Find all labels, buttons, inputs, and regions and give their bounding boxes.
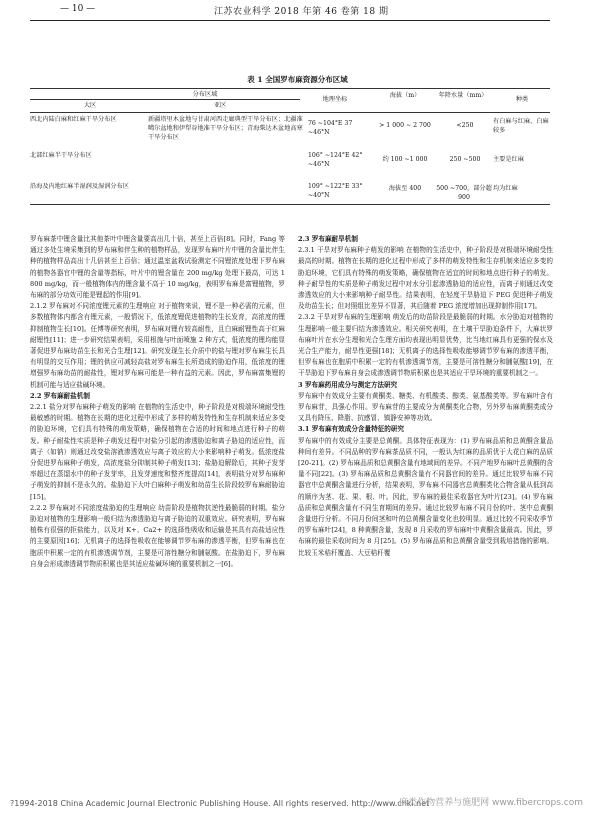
table-row-2-rain: 250 ~500 — [449, 156, 481, 163]
paragraph: 2.3.1 干旱对罗布麻种子萌发的影响 在植物的生活史中，种子阶段是对极端环境耐受性最高的时期。植物在长期的进化过程中形成了多样的萌发特性和生存机制来适应多变的胁迫环境，它们具有特殊的萌发策略，确保植物在适宜的时间和地点进行种子的萌发。种子耐旱性的实质是种子萌发过程中对水分引起渗透胁迫的适应性，而离子则通过改变渗透效应的大小来影响种子耐旱性。结果表明，在轻度干旱胁迫下 PEG 促进种子萌发及幼苗生长；但对照组比差异不显著，其后随着 PEG 浓度增加出现抑制作用[17]。 — [298, 246, 553, 311]
table-row-3-alt: 海拔至 400 — [388, 185, 422, 192]
col-header-sub: 亚区 — [213, 102, 227, 109]
table-row-2-alt: 约 100 ~1 000 — [382, 156, 428, 163]
left-column — [30, 234, 285, 570]
table-bottom-rule — [30, 204, 550, 205]
table-caption: 表 1 全国罗布麻资源分布区域 — [247, 75, 348, 84]
col-header-species: 种类 — [515, 96, 529, 103]
table-row-2-coord: 106° ~124°E 42° ~46°N — [308, 152, 363, 168]
col-header-coord: 地理坐标 — [322, 96, 348, 103]
section-heading: 3.1 罗布麻有效成分含量特征的研究 — [298, 425, 405, 434]
table-row-3-coord: 109° ~122°E 33° ~40°N — [308, 183, 363, 199]
paragraph: 罗布麻中的有效成分主要是总黄酮。具体特征表现为：(1) 罗布麻品质和总黄酮含量品种间有差异。不同品种的罗布麻茶品质不同，一般认为红麻的品质优于大花白麻的品质[20-21]。(2) 罗布麻品质和总黄酮含量有地域间的差异。不同产地罗布麻叶总黄酮的含量不同[22]。(3) 罗布麻品质和总黄酮含量有不同器官间的差异。通过比较罗布麻不同器官中总黄酮含量进行分析，结果表明，罗布麻不同器官总黄酮类化合物含量从低到高的顺序为茎、花、果、根、叶。因此，罗布麻的最佳采收器官为叶片[23]。(4) 罗布麻品质和总黄酮含量有不同生育期间的差异。通过比较罗布麻不同月份的叶、茎中总黄酮含量进行分析。不同月份间茎和叶的总黄酮含量变化也较明显。通过比较不同采收季节的罗布麻叶[24]，8 种黄酮含量，发现 8 月采收的罗布麻叶中黄酮含量最高。因此，罗布麻的最佳采收时间为 8 月[25]。(5) 罗布麻品质和总黄酮含量受到栽培措施的影响。比较玉米秸秆覆盖、大豆秸秆覆 — [298, 436, 553, 557]
table-row-1-rain: <250 — [456, 122, 474, 129]
section-heading: 2.2 罗布麻耐盐机制 — [30, 391, 90, 400]
running-header — [0, 0, 595, 22]
table-row-3-big: 沿海及内地红麻半湿润及湿润分布区 — [30, 183, 129, 190]
paragraph: 2.3.2 干旱对罗布麻的生理影响 萌发后的幼苗阶段是最脆弱的时期。水分胁迫对植物的生理影响一般主要归结为渗透效应。相关研究表明，在土壤干旱胁迫条件下，大麻状罗布麻叶片在水分生理和光合生理方面均表现出明显优势，比当地红麻具有更强的保水及光合生产能力，耐旱性更强[18]；无机离子的选择性吸收能够调节罗布麻的渗透平衡，但罗布麻也在胞质中积累一定的有机渗透调节剂，主要是可溶性糖分和脯氨酸[19]，在干旱胁迫下罗布麻自身会成渗透调节物质积累也是其适应干旱环境的重要机制之一。 — [298, 313, 553, 378]
table-top-rule — [30, 88, 550, 89]
journal-title: 江苏农业科学 2018 年第 46 卷第 18 期 — [214, 7, 389, 17]
paragraph: 罗布麻茶中锂含量比其他茶叶中锂含量要高出几十倍，甚至上百倍[8]。同时，Fang 等通过多处生境采集到的罗布麻和伴生种的植物样品，发现罗布麻叶片中锂的含量比伴生种的植物样品高出十几倍甚至上百倍；通过温室盆栽试验测定不同锂浓度处理下罗布麻的植物各器官中锂的含量等指标，叶片中的锂含量在 200 mg/kg 处理下最高，可达 1 800 mg/kg，而一般植物体内的锂含量不高于 10 mg/kg，表明罗布麻是富锂植物，罗布麻的部分功效可能是锂起的作用[9]。 — [30, 235, 285, 300]
table-row-1-alt: > 1 000 ~ 2 700 — [379, 122, 431, 129]
page-number: — 10 — — [60, 4, 96, 14]
watermark: 麻类作物营养与施肥网 www.fibercrops.com — [399, 798, 583, 808]
section-heading: 3 罗布麻药用成分与测定方法研究 — [298, 380, 398, 389]
paragraph: 2.2.2 罗布麻对不同浓度盐胁迫的生理响应 幼苗阶段是植物抗逆性最脆弱的时期。盐分胁迫对植物的生理影响一般归结为渗透胁迫与离子胁迫的双重效应。研究表明，罗布麻植株有很强的拒盐能力，以及对 K+、Ca2+ 的选择性吸收和运输是其具有高盐适应性的主要原因[16]；无机离子的选择性吸收在能够调节罗布麻的渗透平衡，但罗布麻也在胞质中积累一定的有机渗透调节剂，主要是可溶性糖分和脯氨酸。在盐胁迫下，罗布麻自身会形成渗透调节物质积累也是其适应盐碱环境的重要机制之一[6]。 — [30, 503, 285, 568]
right-column — [298, 234, 553, 559]
col-header-rain: 年降水量（mm） — [438, 92, 488, 99]
table-row-1-coord: 76 ~104°E 37 ~46°N — [308, 120, 353, 136]
col-header-big: 大区 — [83, 102, 97, 109]
section-heading: 2.3 罗布麻耐旱机制 — [298, 235, 358, 243]
group-rule — [30, 99, 300, 100]
col-group-header: 分布区域 — [192, 91, 218, 98]
header-bottom-rule — [30, 112, 550, 113]
table-row-1-big: 西北内陆白麻和红麻干旱分布区 — [30, 116, 117, 123]
table-row-3-rain: 500 ~700，部分超 900 — [436, 185, 492, 201]
copyright-footer: ?1994-2018 China Academic Journal Electronic Publishing House. All rights reserved. http://www.cnki.net — [10, 799, 430, 808]
table-row-2-species: 主要是红麻 — [493, 156, 524, 163]
paragraph: 罗布麻中有效成分主要有黄酮类、糖类、有机酸类、醇类、氨基酸类等。罗布麻叶含有罗布麻苷，具强心作用。罗布麻苷的主要成分为黄酮类化合物，另外罗布麻黄酮类成分又具有降压、降脂、抗感冒、镇静安神等功效。 — [298, 391, 553, 423]
paragraph: 2.2.1 盐分对罗布麻种子萌发的影响 在植物的生活史中，种子阶段是对极端环境耐受性最敏感的时期。植物在长期的进化过程中形成了多样的萌发特性和生存机制来适应多变的胁迫环境，它们具有特殊的萌发策略，确保植物在合适的时间和地点进行种子的萌发。种子耐盐性实质是种子萌发过程中对盐分引起的渗透胁迫和离子胁迫的适应性，而离子（如钠）则通过改变盐溶液渗透效应与离子效应的大小来影响种子萌发。低浓度盐分促进罗布麻种子萌发，高浓度盐分抑制其种子萌发[13]；盐胁迫解除后，其种子发芽率超过在蒸馏水中的种子发芽率，且发芽速度和整齐度提高[14]，表明盐分对罗布麻种子萌发的抑制不是永久的。盐胁迫下大叶白麻种子萌发和幼苗生长阶段较罗布麻耐胁迫[15]。 — [30, 403, 285, 501]
col-header-alt: 海拔（m） — [389, 92, 421, 99]
table-row-1-sub: 新疆塔里木盆地与甘肃河西走廊典型干旱分布区；北疆准噶尔盆地和伊犁谷地准干旱分布区；青海柴达木盆地高寒干旱分布区 — [148, 116, 303, 141]
table-row-2-big: 北部红麻半干旱分布区 — [30, 152, 92, 159]
table-row-3-species: 均为红麻 — [493, 185, 518, 192]
paragraph: 2.1.2 罗布麻对不同浓度锂元素的生理响应 对于植物来说，锂不是一种必需的元素，但多数植物体内都含有锂元素，一般情况下，低浓度锂促进植物的生长发育，高浓度的锂抑制植物生长[10]。任博等研究表明，罗布麻对锂有较高耐性，且白麻耐锂性高于红麻耐锂性[11]；进一步研究结果表明，采用根施与叶面喷施 2 种方式，低浓度的锂均能显著促进罗布麻幼苗生长和光合生理[12]。研究发现生长介质中的盐与锂对罗布麻生长具有明显的交互作用；锂的供应可减轻高盐对罗布麻生长所造成的胁迫作用，低浓度的锂增强罗布麻幼苗的耐盐性，锂对罗布麻可能是一种有益的元素。因此，罗布麻富集锂的机制可能与适应盐碱环境。 — [30, 302, 285, 389]
header-rule — [30, 20, 550, 21]
table-row-1-species: 有白麻与红麻，白麻较多 — [493, 118, 549, 134]
